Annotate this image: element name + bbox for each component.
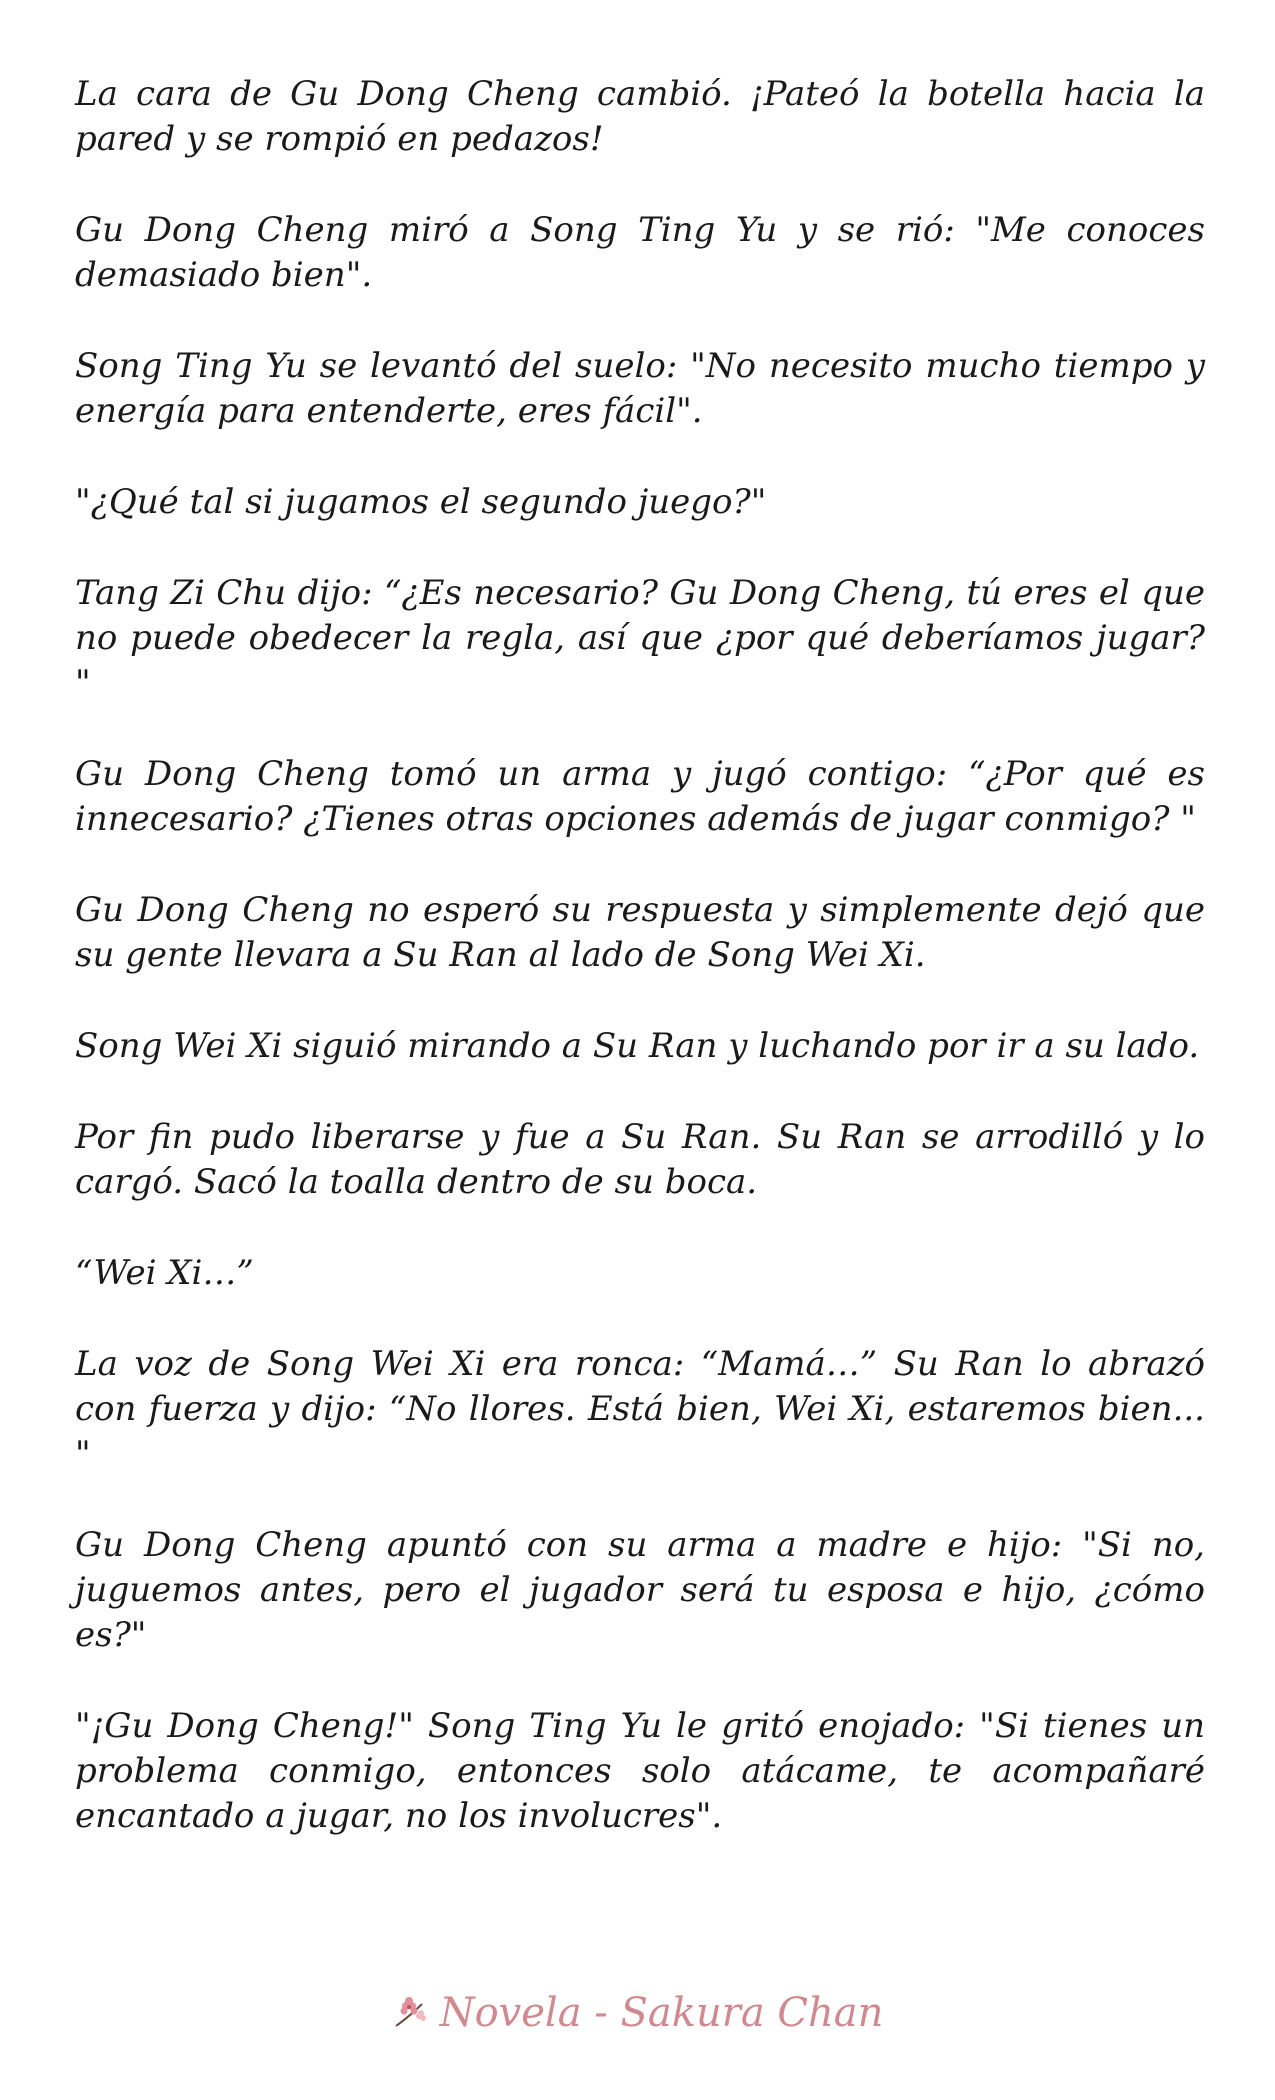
- paragraph: Song Ting Yu se levantó del suelo: "No necesito mucho tiempo y energía para entenderte, eres fácil".: [75, 346, 1205, 431]
- paragraph: Tang Zi Chu dijo: “¿Es necesario? Gu Dong Cheng, tú eres el que no puede obedecer la regla, así que ¿por qué deberíamos jugar? ": [75, 573, 1205, 703]
- paragraph: Gu Dong Cheng apuntó con su arma a madre e hijo: "Si no, juguemos antes, pero el jugador será tu esposa e hijo, ¿cómo es?": [75, 1525, 1205, 1655]
- footer-text: Novela - Sakura Chan: [439, 1990, 884, 2036]
- paragraph: Gu Dong Cheng no esperó su respuesta y simplemente dejó que su gente llevara a Su Ran al lado de Song Wei Xi.: [75, 890, 1205, 975]
- paragraph: Gu Dong Cheng tomó un arma y jugó contigo: “¿Por qué es innecesario? ¿Tienes otras opciones además de jugar conmigo? ": [75, 754, 1205, 839]
- paragraph: “Wei Xi…”: [75, 1253, 254, 1293]
- paragraph: "¡Gu Dong Cheng!" Song Ting Yu le gritó enojado: "Si tienes un problema conmigo, entonces solo atácame, te acompañaré encantado a jugar, no los involucres".: [75, 1706, 1205, 1836]
- footer-watermark: [0, 1990, 1275, 2036]
- paragraph: Gu Dong Cheng miró a Song Ting Yu y se rió: "Me conoces demasiado bien".: [75, 210, 1205, 295]
- paragraph: La voz de Song Wei Xi era ronca: “Mamá…” Su Ran lo abrazó con fuerza y dijo: “No llores. Está bien, Wei Xi, estaremos bien... ": [75, 1344, 1205, 1474]
- paragraph: La cara de Gu Dong Cheng cambió. ¡Pateó la botella hacia la pared y se rompió en pedazos!: [75, 74, 1205, 159]
- paragraph: Song Wei Xi siguió mirando a Su Ran y luchando por ir a su lado.: [75, 1026, 1200, 1066]
- cherry-blossom-icon: [392, 1994, 430, 2032]
- chapter-text: [75, 72, 1205, 1885]
- paragraph: "¿Qué tal si jugamos el segundo juego?": [75, 482, 767, 522]
- paragraph: Por fin pudo liberarse y fue a Su Ran. Su Ran se arrodilló y lo cargó. Sacó la toalla dentro de su boca.: [75, 1117, 1205, 1202]
